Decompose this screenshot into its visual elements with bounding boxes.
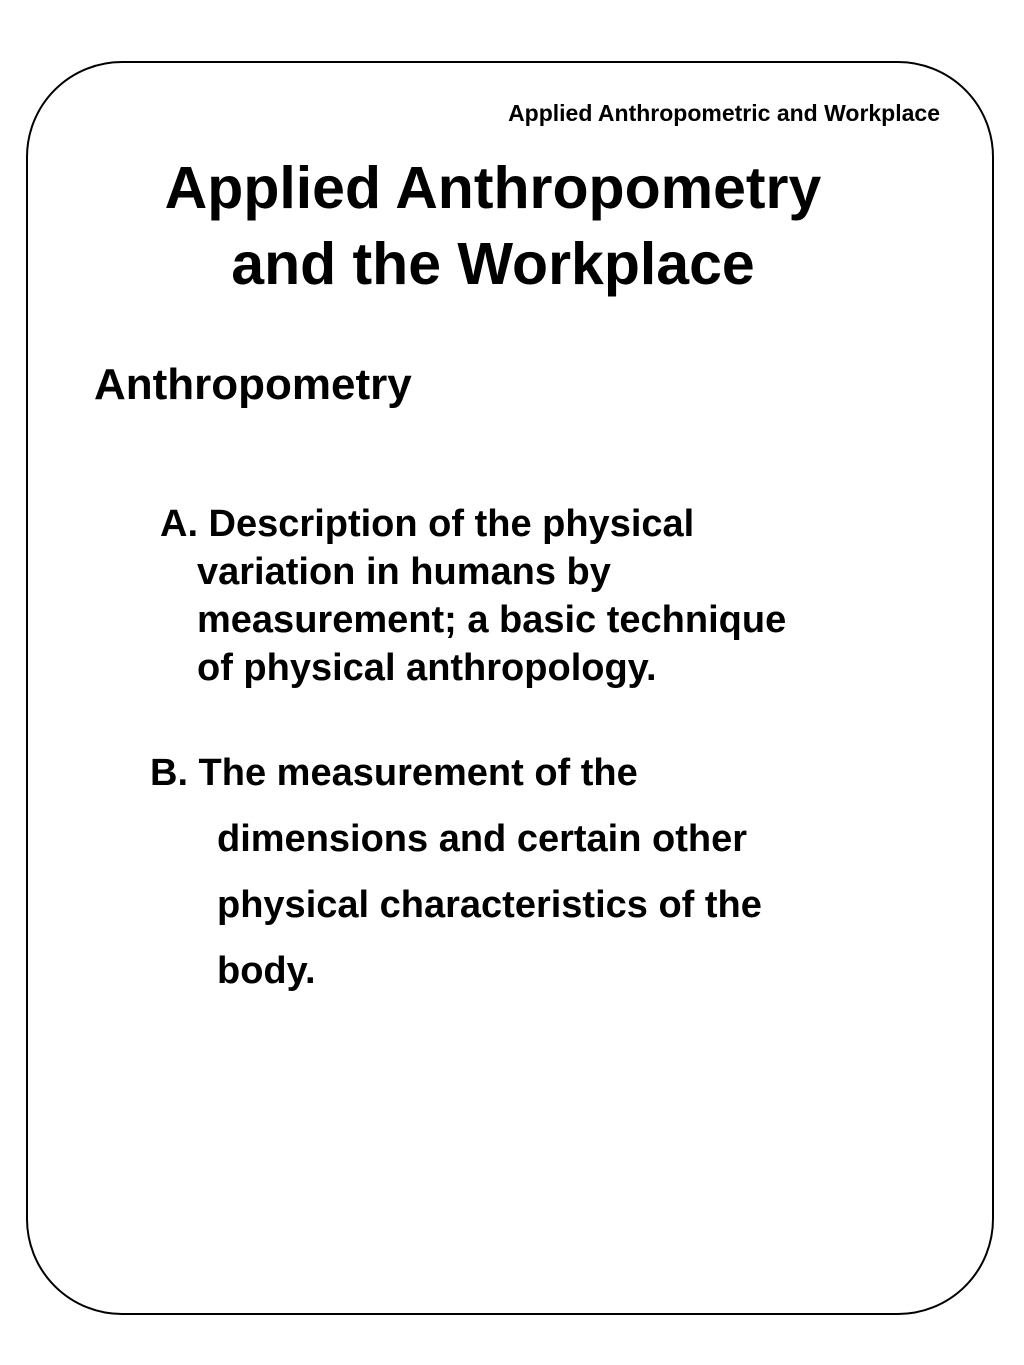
slide-header: Applied Anthropometric and Workplace <box>508 100 940 126</box>
item-a-line: measurement; a basic technique <box>197 599 787 641</box>
item-a-line: variation in humans by <box>197 551 611 593</box>
item-a-line: A. Description of the physical <box>160 503 695 545</box>
item-b-line: B. The measurement of the <box>150 752 638 794</box>
item-b-line: body. <box>217 950 316 992</box>
item-b-line: dimensions and certain other <box>217 818 747 860</box>
item-b-line: physical characteristics of the <box>217 884 762 926</box>
title-line: Applied Anthropometry <box>164 155 822 221</box>
list-item-b <box>150 740 762 1004</box>
title-line: and the Workplace <box>231 231 755 297</box>
item-a-line: of physical anthropology. <box>197 647 657 689</box>
slide-title <box>84 150 902 302</box>
section-heading: Anthropometry <box>94 360 412 409</box>
list-item-a <box>160 500 786 692</box>
